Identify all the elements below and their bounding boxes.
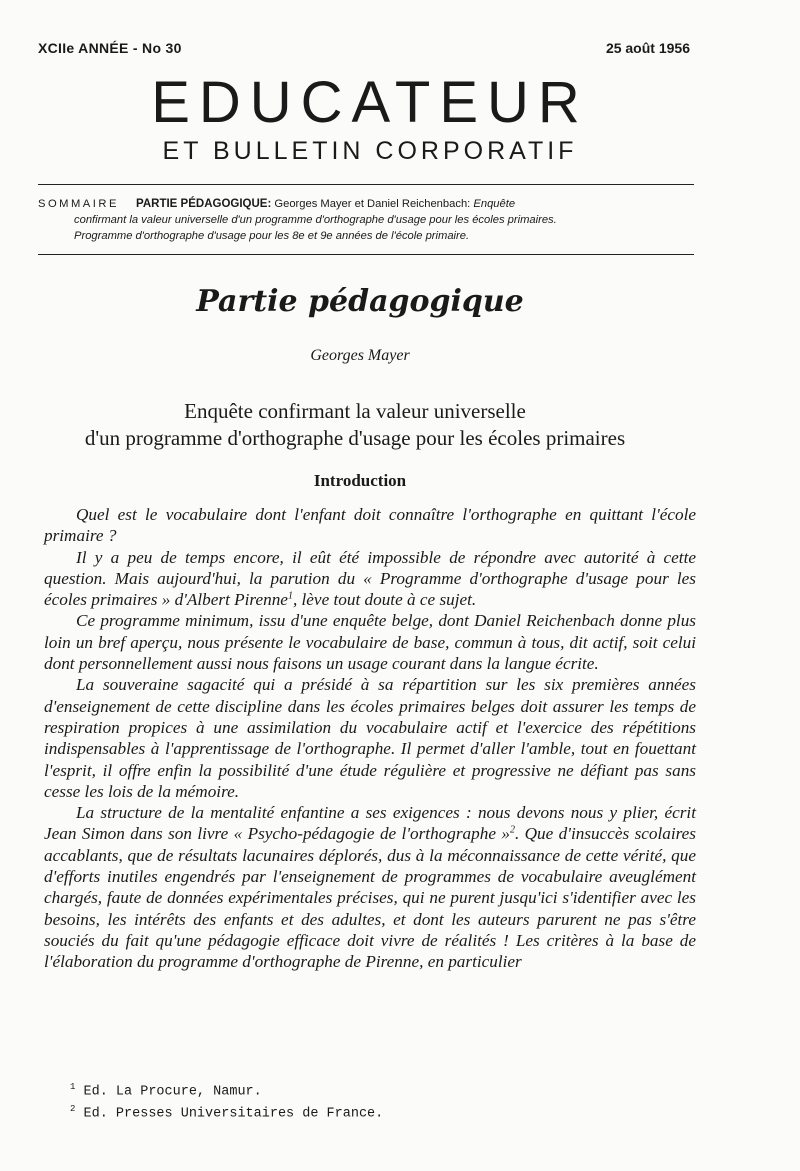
sommaire-authors: Georges Mayer et Daniel Reichenbach: <box>274 198 471 210</box>
table-of-contents <box>38 196 698 244</box>
footnote-number: 1 <box>70 1082 76 1092</box>
article-title-line-2: d'un programme d'orthographe d'usage pour les écoles primaires <box>84 426 626 450</box>
paragraph-2-text-b: , lève tout doute à ce sujet. <box>292 590 477 610</box>
sommaire-summary-start: Enquête <box>473 198 516 210</box>
footnote-text: Ed. Presses Universitaires de France. <box>83 1106 384 1121</box>
masthead <box>0 72 800 166</box>
footnote-number: 2 <box>70 1103 76 1114</box>
paragraph-1: Quel est le vocabulaire dont l'enfant doit connaître l'orthographe en quittant l'école primaire ? <box>44 505 696 546</box>
footnote-ref-2: 2 <box>509 824 515 836</box>
footnote <box>70 1101 383 1123</box>
masthead-title: EDUCATEUR <box>151 70 589 135</box>
article-title-line-1: Enquête confirmant la valeur universelle <box>184 399 526 423</box>
article-author: Georges Mayer <box>310 347 410 364</box>
paragraph-4: La souveraine sagacité qui a présidé à sa répartition sur les six premières années d'enseignement de cette discipline dans les écoles primaires belges doit assurer les temps de respiration propices à une assimilation du vocabulaire actif et l'exercice des répétitions indispensables à l'apprentissage de l'orthographe. Il permet d'aller l'amble, tout en fouettant l'esprit, il offre enfin la possibilité d'une étude régulière et progressive ne défiant pas sans cesse les lois de la mémoire. <box>44 675 696 801</box>
paragraph-2 <box>44 547 696 611</box>
top-divider <box>38 184 694 185</box>
paragraph-2-text-a: Il y a peu de temps encore, il eût été impossible de répondre avec autorité à cette question. Mais aujourd'hui, la parution du « Programme d'orthographe d'usage pour les écoles primaires » d'Albert Pirenne <box>44 547 696 610</box>
paragraph-5 <box>44 802 696 972</box>
footnote <box>70 1079 383 1101</box>
sommaire-section: PARTIE PÉDAGOGIQUE: <box>136 198 272 210</box>
article-title <box>0 398 755 452</box>
footnote-text: Ed. La Procure, Namur. <box>83 1084 262 1100</box>
sommaire-label: SOMMAIRE <box>38 198 119 210</box>
footnotes <box>70 1079 383 1122</box>
issue-number: XCIIe ANNÉE - No 30 <box>38 40 182 56</box>
article-body <box>44 504 696 973</box>
footnote-ref-1: 1 <box>287 590 293 602</box>
bottom-divider <box>38 254 694 255</box>
sommaire-line-3: Programme d'orthographe d'usage pour les 8e et 9e années de l'école primaire. <box>74 230 470 242</box>
masthead-subtitle: ET BULLETIN CORPORATIF <box>162 137 578 165</box>
paragraph-3: Ce programme minimum, issu d'une enquête belge, dont Daniel Reichenbach donne plus loin un bref aperçu, nous présente le vocabulaire de base, commun à tous, dit actif, soit celui dont personnellement aussi nous faisons un usage courant dans la langue écrite. <box>44 611 696 674</box>
paragraph-5-text-a: La structure de la mentalité enfantine a ses exigences : nous devons nous y plier, écrit Jean Simon dans son livre « Psycho-pédagogie de l'orthographe » <box>44 803 696 844</box>
part-title: Partie pédagogique <box>196 284 524 319</box>
issue-date: 25 août 1956 <box>605 40 690 56</box>
sommaire-line-2: confirmant la valeur universelle d'un programme d'orthographe d'usage pour les écoles primaires. <box>74 214 557 226</box>
paragraph-5-text-b: . Que d'insuccès scolaires accablants, que de résultats lacunaires déplorés, dus à la méconnaissance de cette vérité, que d'efforts inutiles engendrés par l'enseignement de programmes de vocabulaire aveuglément chargés, faute de données expérimentales précises, qui ne purent jusqu'ici s'identifier avec les besoins, les intérêts des enfants et des adultes, et dont les auteurs parurent ne pas s'être souciés du fait qu'une pédagogie efficace doit vivre de réalités ! Les critères à la base de l'élaboration du programme d'orthographe de Pirenne, en particulier <box>44 824 696 972</box>
intro-heading: Introduction <box>313 471 407 490</box>
